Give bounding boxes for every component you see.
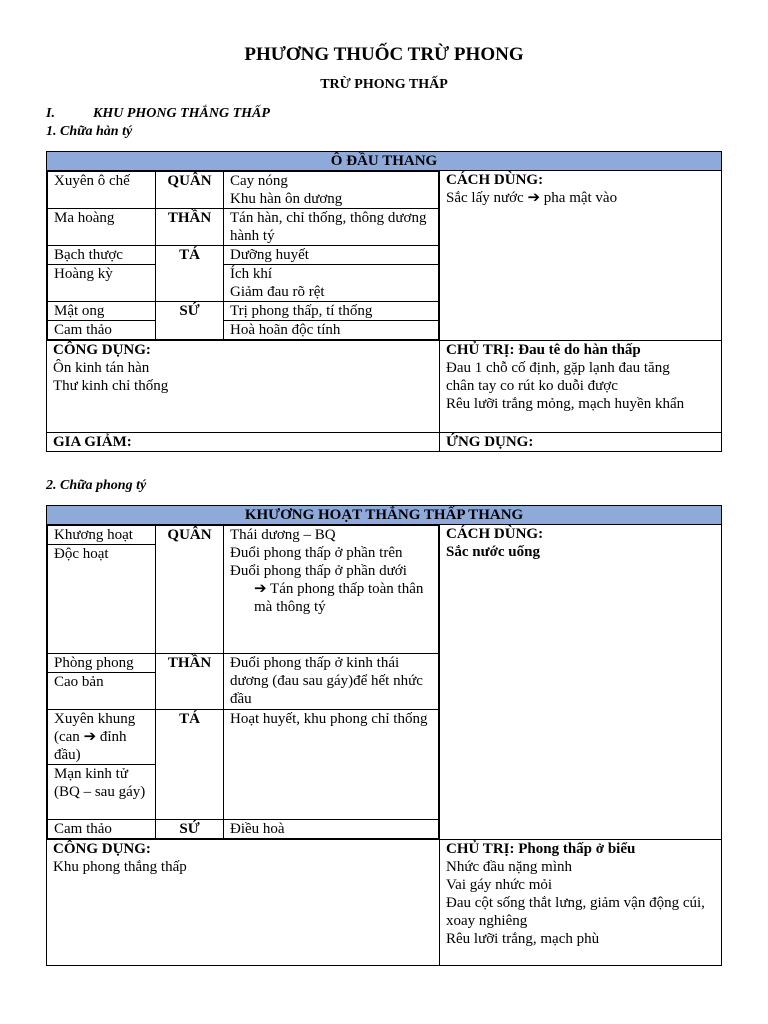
herb: Cao bản — [48, 673, 156, 710]
chu-tri-cell: CHỦ TRỊ: Đau tê do hàn thấp Đau 1 chỗ cố định, gặp lạnh đau tăng chân tay co rút ko duỗi được Rêu lưỡi trắng mỏng, mạch huyền khẩn — [440, 341, 722, 433]
section-number: I. — [46, 106, 55, 121]
herb: Bạch thược — [48, 246, 156, 265]
table-2-header: KHƯƠNG HOẠT THẮNG THẤP THANG — [47, 506, 722, 525]
effect: Hoạt huyết, khu phong chỉ thống — [224, 710, 439, 820]
herb: Phòng phong — [48, 654, 156, 673]
effect: Tán hàn, chỉ thống, thông dương hành tý — [224, 209, 439, 246]
herb: Mật ong — [48, 302, 156, 321]
role-label: SỨ — [156, 302, 224, 340]
section-title: KHU PHONG THẮNG THẤP — [93, 106, 270, 121]
subsection-1: 1. Chữa hàn tý — [46, 124, 133, 139]
subsection-2: 2. Chữa phong tý — [46, 478, 147, 493]
effect: Trị phong thấp, tí thống — [224, 302, 439, 321]
table-1-header: Ô ĐẦU THANG — [47, 152, 722, 171]
arrow-right-icon: ➔ — [254, 581, 267, 597]
effect: Điều hoà — [224, 820, 439, 839]
herb: Khương hoạt — [48, 526, 156, 545]
cach-dung-cell — [440, 171, 722, 341]
cong-dung-cell: CÔNG DỤNG: Khu phong thắng thấp — [47, 840, 440, 966]
table-1-herbs — [47, 171, 439, 340]
cach-dung-label: CÁCH DÙNG: — [446, 172, 544, 188]
herb: Ma hoàng — [48, 209, 156, 246]
arrow-right-icon: ➔ — [527, 190, 541, 206]
role-label: QUÂN — [156, 526, 224, 654]
effect: Đuổi phong thấp ở kinh thái dương (đau sau gáy)để hết nhức đầu — [224, 654, 439, 710]
effect: Dưỡng huyết — [224, 246, 439, 265]
ung-dung-cell: ỨNG DỤNG: — [440, 433, 722, 452]
page-subtitle: TRỪ PHONG THẤP — [320, 77, 448, 92]
role-label: SỨ — [156, 820, 224, 839]
effect: Hoà hoãn độc tính — [224, 321, 439, 340]
formula-table-2 — [46, 505, 722, 966]
effect: Thái dương – BQ Đuổi phong thấp ở phần trên Đuổi phong thấp ở phần dưới ➔ Tán phong thấp toàn thân mà thông tý — [224, 526, 439, 654]
role-label: QUÂN — [156, 172, 224, 209]
table-1-herbs-cell — [47, 171, 440, 341]
role-label: TÁ — [156, 710, 224, 820]
herb: Xuyên khung (can ➔ đỉnh đầu) — [48, 710, 156, 765]
role-label: THẦN — [156, 209, 224, 246]
herb: Độc hoạt — [48, 545, 156, 654]
herb: Cam thảo — [48, 321, 156, 340]
table-2-herbs-cell — [47, 525, 440, 840]
effect: Ích khí Giảm đau rõ rệt — [224, 265, 439, 302]
cong-dung-cell: CÔNG DỤNG: Ôn kinh tán hàn Thư kinh chỉ thống — [47, 341, 440, 433]
gia-giam-cell: GIA GIẢM: — [47, 433, 440, 452]
arrow-right-icon: ➔ — [83, 729, 97, 745]
herb: Hoàng kỳ — [48, 265, 156, 302]
formula-table-1 — [46, 151, 722, 452]
herb: Cam thảo — [48, 820, 156, 839]
page-title: PHƯƠNG THUỐC TRỪ PHONG — [244, 44, 524, 65]
cach-dung-text: Sắc lấy nước ➔ pha mật vào — [446, 190, 618, 206]
role-label: TÁ — [156, 246, 224, 302]
role-label: THẦN — [156, 654, 224, 710]
herb: Mạn kinh tử (BQ – sau gáy) — [48, 765, 156, 820]
herb: Xuyên ô chế — [48, 172, 156, 209]
effect: Cay nóng Khu hàn ôn dương — [224, 172, 439, 209]
table-2-herbs — [47, 525, 439, 839]
chu-tri-cell: CHỦ TRỊ: Phong thấp ở biểu Nhức đầu nặng mình Vai gáy nhức mỏi Đau cột sống thắt lưng, giảm vận động cúi, xoay nghiêng Rêu lưỡi trắng, mạch phù — [440, 840, 722, 966]
cach-dung-cell: CÁCH DÙNG: Sắc nước uống — [440, 525, 722, 840]
